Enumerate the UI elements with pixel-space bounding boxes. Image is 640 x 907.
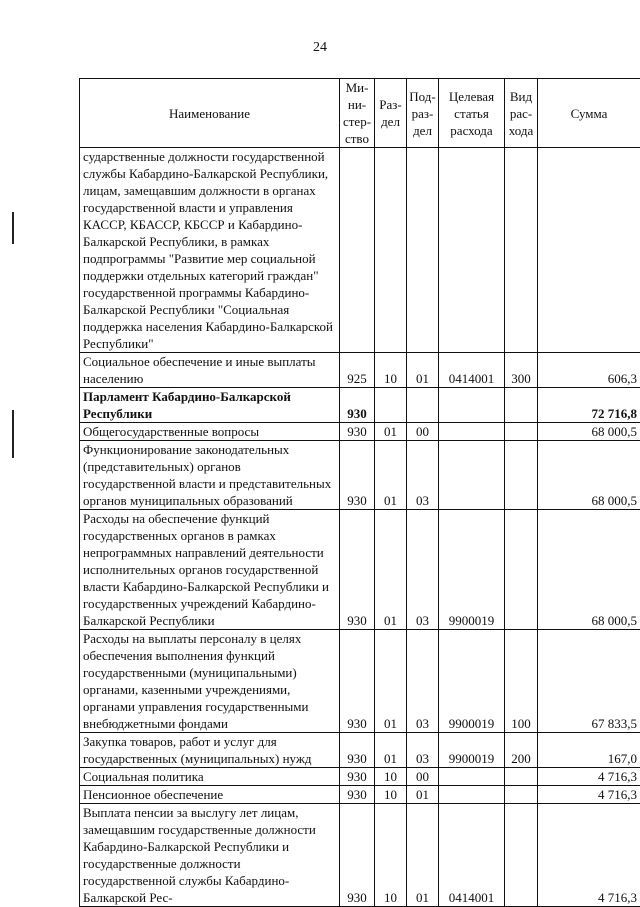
cell-name: Парламент Кабардино-Балкарской Республики (80, 388, 340, 423)
cell-subsection: 00 (407, 423, 439, 441)
table-row (80, 148, 640, 353)
page-number: 24 (0, 40, 640, 56)
cell-target (439, 786, 505, 804)
cell-section: 10 (375, 768, 407, 786)
cell-sum: 4 716,3 (538, 786, 640, 804)
cell-section (375, 148, 407, 353)
cell-expense-type (505, 804, 538, 907)
cell-ministry: 930 (340, 733, 375, 768)
cell-name: Социальное обеспечение и иные выплаты населению (80, 353, 340, 388)
margin-mark (12, 212, 14, 244)
budget-table (79, 78, 640, 907)
cell-subsection: 01 (407, 786, 439, 804)
cell-ministry: 930 (340, 510, 375, 630)
header-name: Наименование (80, 79, 340, 148)
cell-subsection (407, 148, 439, 353)
cell-target (439, 423, 505, 441)
table-row (80, 768, 640, 786)
cell-section: 01 (375, 630, 407, 733)
cell-subsection: 00 (407, 768, 439, 786)
cell-name: сударственные должности государственной службы Кабардино-Балкарской Республики, лицам, замещавшим должности в органах государственной власти и управления КАССР, КБАССР, КБССР и Кабардино-Балкарской Республики, в рамках подпрограммы "Развитие мер социальной поддержки отдельных категорий граждан" государственной программы Кабардино-Балкарской Республики "Социальная поддержка населения Кабардино-Балкарской Республики" (80, 148, 340, 353)
cell-section: 10 (375, 353, 407, 388)
cell-expense-type (505, 768, 538, 786)
table-row (80, 630, 640, 733)
cell-sum: 606,3 (538, 353, 640, 388)
cell-ministry: 930 (340, 423, 375, 441)
cell-sum: 72 716,8 (538, 388, 640, 423)
cell-expense-type (505, 441, 538, 510)
cell-subsection: 01 (407, 804, 439, 907)
cell-ministry: 930 (340, 630, 375, 733)
table-row (80, 441, 640, 510)
cell-name: Пенсионное обеспечение (80, 786, 340, 804)
cell-expense-type: 300 (505, 353, 538, 388)
header-subsection: Под- раз- дел (407, 79, 439, 148)
cell-ministry (340, 148, 375, 353)
cell-sum: 68 000,5 (538, 510, 640, 630)
cell-expense-type: 200 (505, 733, 538, 768)
table-row (80, 353, 640, 388)
cell-subsection (407, 388, 439, 423)
table-row (80, 423, 640, 441)
cell-section: 01 (375, 733, 407, 768)
cell-target: 9900019 (439, 510, 505, 630)
cell-name: Расходы на обеспечение функций государственных органов в рамках непрограммных направлений деятельности исполнительных органов государственной власти Кабардино-Балкарской Республики и государственных учреждений Кабардино-Балкарской Республики (80, 510, 340, 630)
cell-sum: 67 833,5 (538, 630, 640, 733)
cell-sum: 4 716,3 (538, 804, 640, 907)
cell-ministry: 930 (340, 388, 375, 423)
cell-sum: 167,0 (538, 733, 640, 768)
cell-target (439, 388, 505, 423)
cell-target: 9900019 (439, 630, 505, 733)
cell-name: Расходы на выплаты персоналу в целях обеспечения выполнения функций государственными (муниципальными) органами, казенными учреждениями, органами управления государственными внебюджетными фондами (80, 630, 340, 733)
cell-target: 9900019 (439, 733, 505, 768)
cell-target (439, 441, 505, 510)
cell-ministry: 930 (340, 804, 375, 907)
cell-section (375, 388, 407, 423)
cell-name: Общегосударственные вопросы (80, 423, 340, 441)
cell-sum: 4 716,3 (538, 768, 640, 786)
cell-subsection: 03 (407, 441, 439, 510)
cell-expense-type (505, 423, 538, 441)
cell-ministry: 930 (340, 441, 375, 510)
cell-name: Закупка товаров, работ и услуг для государственных (муниципальных) нужд (80, 733, 340, 768)
cell-name: Выплата пенсии за выслугу лет лицам, замещавшим государственные должности Кабардино-Балкарской Республики и государственные должности государственной службы Кабардино-Балкарской Рес- (80, 804, 340, 907)
table-row (80, 510, 640, 630)
table-row (80, 804, 640, 907)
cell-name: Функционирование законодательных (представительных) органов государственной власти и представительных органов муниципальных образований (80, 441, 340, 510)
header-ministry: Ми- ни- стер- ство (340, 79, 375, 148)
table-row (80, 388, 640, 423)
cell-subsection: 01 (407, 353, 439, 388)
margin-mark (12, 410, 14, 458)
cell-target: 0414001 (439, 804, 505, 907)
cell-subsection: 03 (407, 630, 439, 733)
cell-expense-type (505, 388, 538, 423)
cell-expense-type: 100 (505, 630, 538, 733)
cell-target: 0414001 (439, 353, 505, 388)
cell-sum: 68 000,5 (538, 441, 640, 510)
cell-expense-type (505, 148, 538, 353)
cell-sum (538, 148, 640, 353)
header-sum: Сумма (538, 79, 640, 148)
cell-sum: 68 000,5 (538, 423, 640, 441)
table-row (80, 786, 640, 804)
cell-ministry: 930 (340, 768, 375, 786)
cell-section: 10 (375, 804, 407, 907)
cell-ministry: 925 (340, 353, 375, 388)
cell-section: 01 (375, 423, 407, 441)
cell-expense-type (505, 786, 538, 804)
table-row (80, 733, 640, 768)
cell-ministry: 930 (340, 786, 375, 804)
cell-subsection: 03 (407, 733, 439, 768)
cell-target (439, 768, 505, 786)
cell-name: Социальная политика (80, 768, 340, 786)
cell-expense-type (505, 510, 538, 630)
cell-section: 01 (375, 441, 407, 510)
header-expense-type: Вид рас- хода (505, 79, 538, 148)
cell-section: 01 (375, 510, 407, 630)
header-target: Целевая статья расхода (439, 79, 505, 148)
cell-subsection: 03 (407, 510, 439, 630)
header-section: Раз- дел (375, 79, 407, 148)
cell-section: 10 (375, 786, 407, 804)
cell-target (439, 148, 505, 353)
